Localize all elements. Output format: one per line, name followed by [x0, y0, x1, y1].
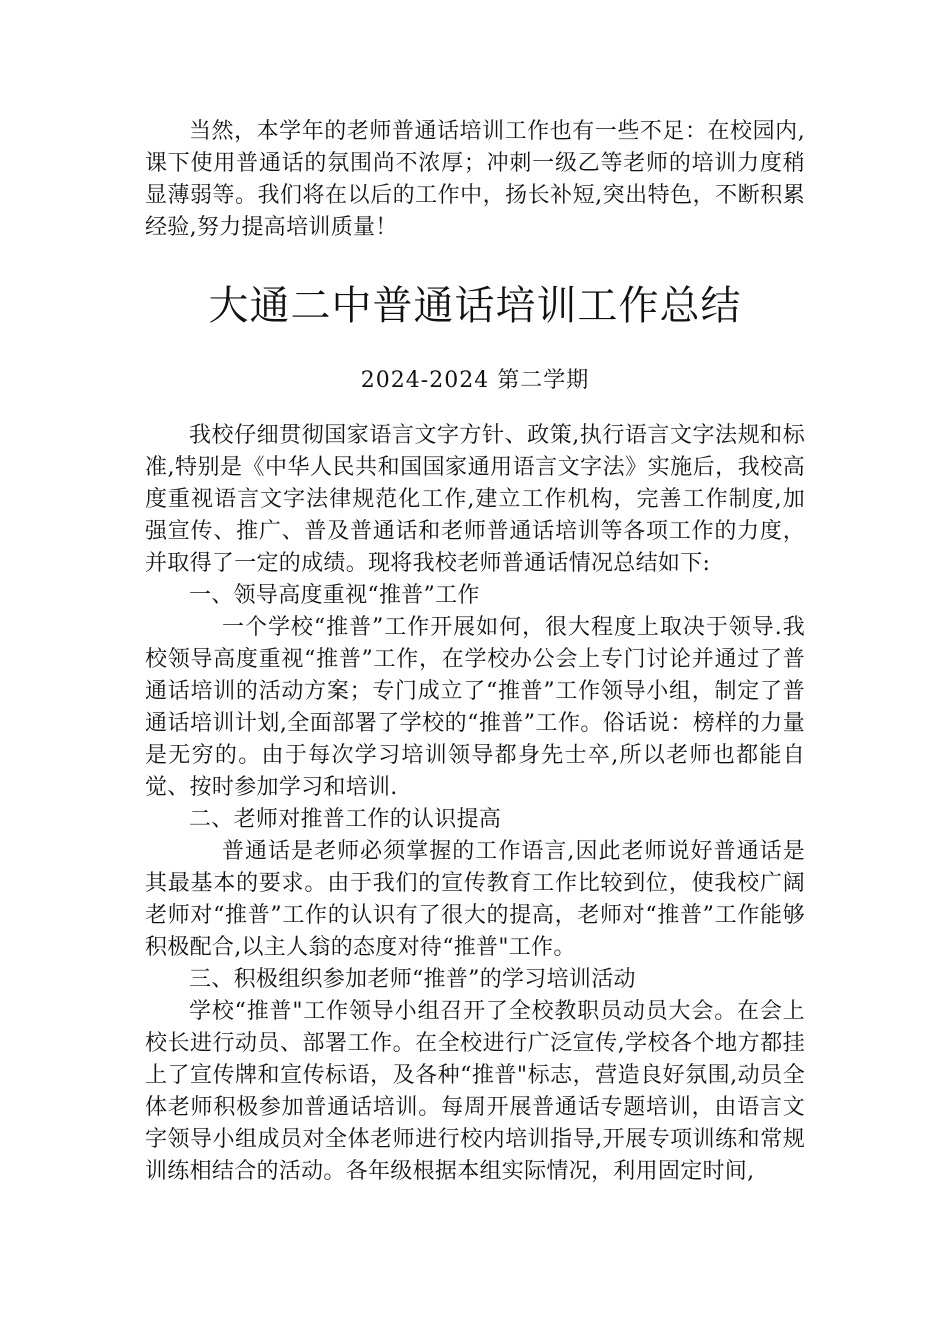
document-body — [145, 420, 805, 1188]
section-body-1: 一个学校“推普”工作开展如何，很大程度上取决于领导.我校领导高度重视“推普”工作，在学校办公会上专门讨论并通过了普通话培训的活动方案；专门成立了“推普”工作领导小组，制定了普通话培训计划,全面部署了学校的“推普”工作。俗话说：榜样的力量是无穷的。由于每次学习培训领导都身先士卒,所以老师也都能自觉、按时参加学习和培训. — [145, 615, 805, 800]
section-heading-3: 三、积极组织参加老师“推普”的学习培训活动 — [189, 967, 636, 992]
section-heading-2: 二、老师对推普工作的认识提高 — [189, 807, 502, 832]
previous-section-closing — [145, 116, 805, 244]
section-body-2: 普通话是老师必须掌握的工作语言,因此老师说好普通话是其最基本的要求。由于我们的宣传教育工作比较到位，使我校广阔老师对“推普”工作的认识有了很大的提高，老师对“推普”工作能够积极配合,以主人翁的态度对待“推普"工作。 — [145, 839, 805, 960]
section-body-3: 学校“推普"工作领导小组召开了全校教职员动员大会。在会上校长进行动员、部署工作。在全校进行广泛宣传,学校各个地方都挂上了宣传牌和宣传标语，及各种“推普"标志，营造良好氛围,动员全体老师积极参加普通话培训。每周开展普通话专题培训，由语言文字领导小组成员对全体老师进行校内培训指导,开展专项训练和常规训练相结合的活动。各年级根据本组实际情况，利用固定时间, — [145, 999, 805, 1184]
intro-paragraph: 我校仔细贯彻国家语言文字方针、政策,执行语言文字法规和标准,特别是《中华人民共和国国家通用语言文字法》实施后，我校高度重视语言文字法律规范化工作,建立工作机构，完善工作制度,加强宣传、推广、普及普通话和老师普通话培训等各项工作的力度，并取得了一定的成绩。现将我校老师普通话情况总结如下: — [145, 423, 805, 576]
document-title: 大通二中普通话培训工作总结 — [208, 283, 742, 329]
section-heading-1: 一、领导高度重视“推普”工作 — [189, 583, 480, 608]
closing-paragraph: 当然，本学年的老师普通话培训工作也有一些不足：在校园内,课下使用普通话的氛围尚不浓厚；冲刺一级乙等老师的培训力度稍显薄弱等。我们将在以后的工作中，扬长补短,突出特色，不断积累经验,努力提高培训质量！ — [145, 119, 805, 240]
document-term: 2024-2024 第二学期 — [360, 368, 590, 393]
